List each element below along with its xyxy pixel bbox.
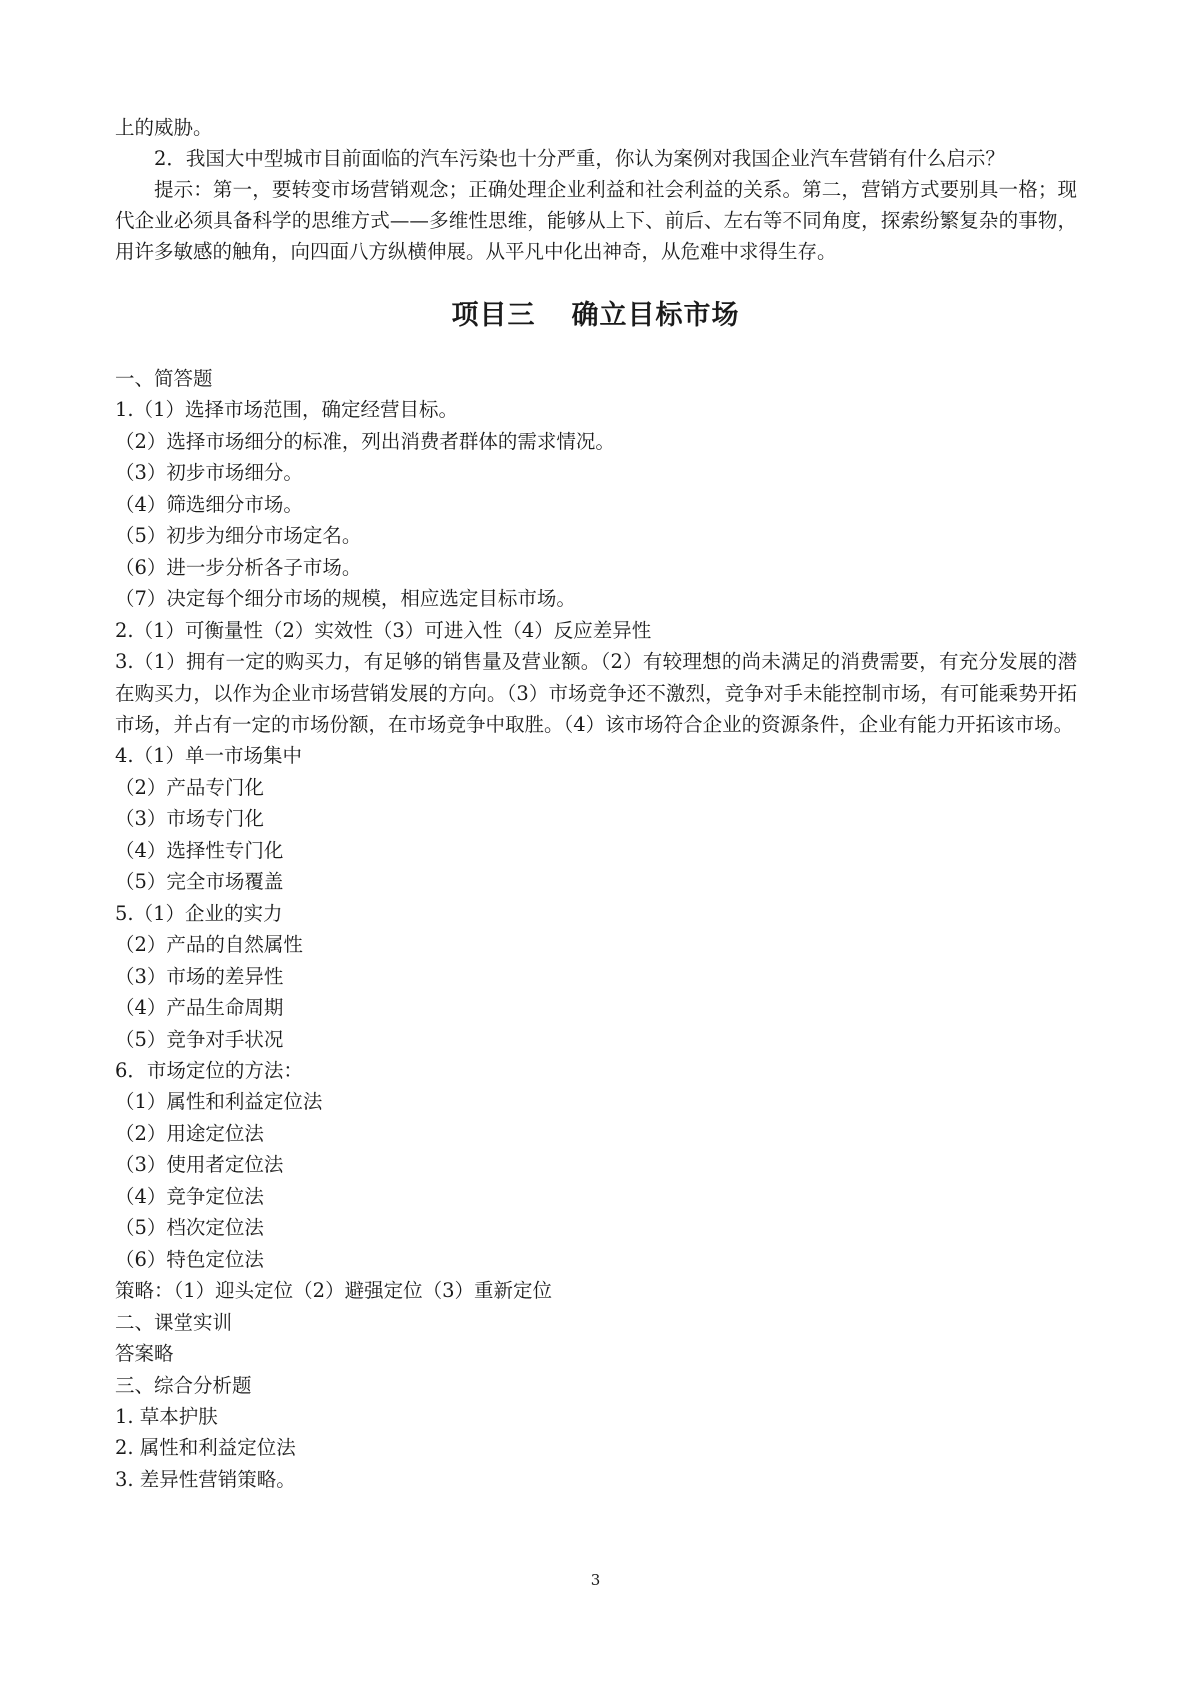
answer-line: （1）属性和利益定位法 — [115, 1090, 323, 1114]
answer-line: （3）初步市场细分。 — [115, 461, 303, 485]
answer-line: （4）产品生命周期 — [115, 996, 284, 1020]
continuation-line: 上的威胁。 — [115, 116, 213, 139]
answer-line: （3）使用者定位法 — [115, 1153, 284, 1177]
intro-section — [115, 112, 1077, 267]
answer-line: 策略：（1）迎头定位（2）避强定位（3）重新定位 — [115, 1279, 552, 1303]
title-project-name: 确立目标市场 — [571, 300, 740, 331]
hint-paragraph: 提示：第一，要转变市场营销观念；正确处理企业利益和社会利益的关系。第二，营销方式要别具一格；现代企业必须具备科学的思维方式——多维性思维，能够从上下、前后、左右等不同角度，探索纷繁复杂的事物，用许多敏感的触角，向四面八方纵横伸展。从平凡中化出神奇，从危难中求得生存。 — [115, 178, 1077, 263]
heading-short-answer: 一、简答题 — [115, 367, 213, 390]
answer-line: （3）市场的差异性 — [115, 964, 284, 988]
answer-line: （2）选择市场细分的标准，列出消费者群体的需求情况。 — [115, 429, 615, 453]
answer-line: 4.（1）单一市场集中 — [115, 744, 303, 768]
heading-classroom-practice: 二、课堂实训 — [115, 1310, 233, 1334]
answer-line: （5）完全市场覆盖 — [115, 870, 284, 894]
answer-line: （2）产品的自然属性 — [115, 933, 303, 957]
answer-paragraph: 3.（1）拥有一定的购买力，有足够的销售量及营业额。（2）有较理想的尚未满足的消费需要，有充分发展的潜在购买力，以作为企业市场营销发展的方向。（3）市场竞争还不激烈，竞争对手未能控制市场，有可能乘势开拓市场，并占有一定的市场份额，在市场竞争中取胜。（4）该市场符合企业的资源条件，企业有能力开拓该市场。 — [115, 650, 1077, 736]
answer-line: 6．市场定位的方法： — [115, 1058, 303, 1082]
title-project-number: 项目三 — [451, 300, 536, 331]
answers-section — [115, 363, 1077, 1495]
answer-line: （2）产品专门化 — [115, 775, 264, 799]
answer-line: （5）初步为细分市场定名。 — [115, 524, 362, 548]
answer-line: （6）特色定位法 — [115, 1247, 264, 1271]
answer-line: （2）用途定位法 — [115, 1121, 264, 1145]
answer-line: （6）进一步分析各子市场。 — [115, 555, 362, 579]
answer-line: （5）竞争对手状况 — [115, 1027, 284, 1051]
answer-line: （4）选择性专门化 — [115, 838, 284, 862]
answer-line: 2.（1）可衡量性（2）实效性（3）可进入性（4）反应差异性 — [115, 618, 652, 642]
answer-line: 1. 草本护肤 — [115, 1404, 218, 1428]
question-2: 2．我国大中型城市目前面临的汽车污染也十分严重，你认为案例对我国企业汽车营销有什么启示？ — [154, 147, 1005, 170]
answer-line: （7）决定每个细分市场的规模，相应选定目标市场。 — [115, 587, 576, 611]
answer-line: 答案略 — [115, 1342, 174, 1366]
answer-line: 2. 属性和利益定位法 — [115, 1436, 296, 1460]
section-title — [0, 296, 1191, 336]
answer-line: 3. 差异性营销策略。 — [115, 1467, 296, 1491]
page-number: 3 — [590, 1571, 601, 1589]
answer-line: 1.（1）选择市场范围，确定经营目标。 — [115, 398, 459, 422]
answer-line: （4）筛选细分市场。 — [115, 492, 303, 516]
answer-line: （3）市场专门化 — [115, 807, 264, 831]
answer-line: （5）档次定位法 — [115, 1216, 264, 1240]
heading-comprehensive-analysis: 三、综合分析题 — [115, 1373, 252, 1397]
answer-line: 5.（1）企业的实力 — [115, 901, 283, 925]
answer-line: （4）竞争定位法 — [115, 1184, 264, 1208]
